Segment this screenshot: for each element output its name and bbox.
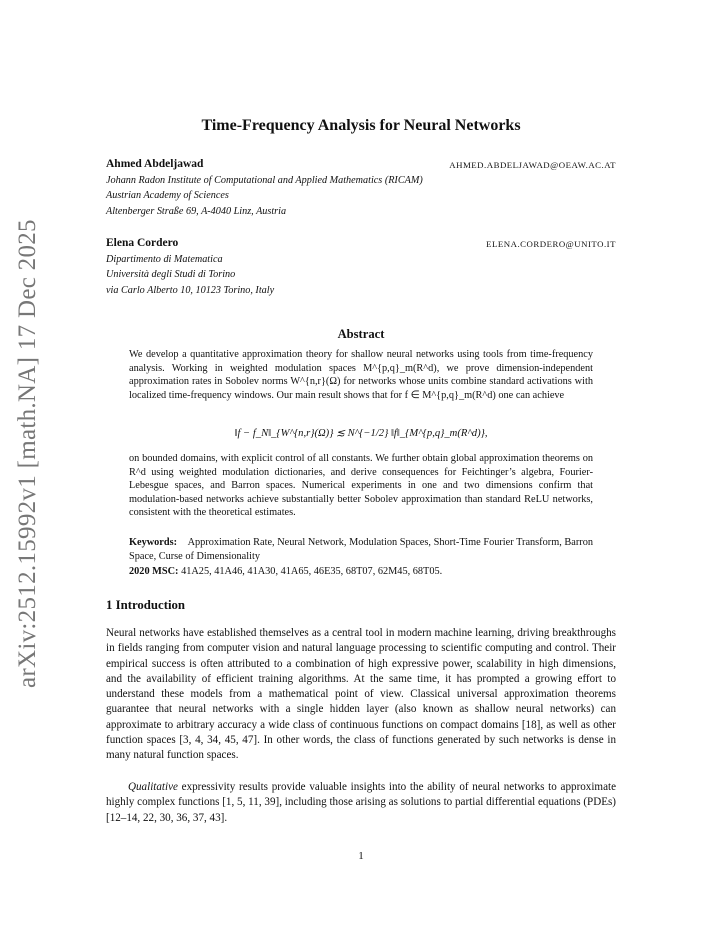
msc-line: [129, 565, 593, 579]
intro-paragraph-2-rest: expressivity results provide valuable insights into the ability of neural networks to approximate highly complex functions [1, 5, 11, 39], including those arising as solutions to partial differential equations (PDEs) [12–14, 22, 30, 36, 37, 43].: [106, 781, 616, 824]
keywords-label: Keywords:: [129, 537, 178, 548]
affiliation-line: via Carlo Alberto 10, 10123 Torino, Italy: [106, 284, 275, 296]
abstract-paragraph-1: We develop a quantitative approximation theory for shallow neural networks using tools from time-frequency analysis. Working in weighted modulation spaces M^{p,q}_m(R^d), we prove dimension-independent approximation rates in Sobolev norms W^{n,r}(Ω) for networks whose units combine standard activations with localized time-frequency windows. Our main result shows that for f ∈ M^{p,q}_m(R^d) one can achieve: [129, 349, 593, 401]
intro-paragraph-2: [106, 780, 616, 826]
msc-text: 41A25, 41A46, 41A30, 41A65, 46E35, 68T07, 62M45, 68T05.: [181, 566, 443, 577]
page-number: 1: [358, 850, 364, 862]
affiliation-line: Austrian Academy of Sciences: [106, 190, 229, 201]
author-email[interactable]: ELENA.CORDERO@UNITO.IT: [486, 239, 616, 249]
msc-label: 2020 MSC:: [129, 566, 179, 577]
abstract-heading: Abstract: [337, 327, 385, 341]
author-block-1: [106, 157, 616, 219]
author-name: Ahmed Abdeljawad: [106, 158, 204, 170]
keywords-line: [129, 536, 593, 563]
intro-paragraph-2-lead: Qualitative: [128, 781, 178, 793]
arxiv-identifier: arXiv:2512.15992v1 [math.NA] 17 Dec 2025: [14, 219, 41, 688]
keywords-text: Approximation Rate, Neural Network, Modulation Spaces, Short-Time Fourier Transform, Barron Space, Curse of Dimensionality: [129, 537, 594, 562]
intro-paragraph-1: Neural networks have established themselves as a central tool in modern machine learning, driving breakthroughs in fields ranging from computer vision and natural language processing to scientific computing and control. Their empirical success is often attributed to a combination of high expressive power, scalability in high dimensions, and the availability of efficient training algorithms. At the same time, it has prompted a growing effort to understand these models from a mathematical point of view. Classical universal approximation theorems guarantee that neural networks with a single hidden layer (also known as shallow neural networks) can approximate to arbitrary accuracy a wide class of continuous functions on compact domains [18], as well as other function spaces [3, 4, 34, 45, 47]. In other words, the class of functions generated by such networks is dense in many natural function spaces.: [106, 627, 616, 762]
author-name: Elena Cordero: [106, 237, 179, 249]
paper-title: Time-Frequency Analysis for Neural Networks: [201, 117, 521, 134]
affiliation-line: Università degli Studi di Torino: [106, 269, 236, 280]
main-equation: ‖f − f_N‖_{W^{n,r}(Ω)} ≲ N^{−1/2} ‖f‖_{M^{p,q}_m(R^d)},: [234, 428, 488, 439]
affiliation-line: Altenberger Straße 69, A-4040 Linz, Austria: [106, 205, 287, 217]
affiliation-line: Dipartimento di Matematica: [106, 253, 223, 265]
author-email[interactable]: AHMED.ABDELJAWAD@OEAW.AC.AT: [449, 160, 616, 170]
abstract-paragraph-2-text: on bounded domains, with explicit control of all constants. We further obtain global approximation theorems on R^d using weighted modulation dictionaries, and derive consequences for Feichtinger’s algebra, Fourier-Lebesgue spaces, and Barron spaces. Numerical experiments in one and two dimensions confirm that modulation-based networks achieve substantially better Sobolev approximation than standard ReLU networks, consistent with the theoretical estimates.: [129, 453, 593, 518]
author-block-2: [106, 236, 616, 298]
affiliation-line: Johann Radon Institute of Computational and Applied Mathematics (RICAM): [106, 174, 423, 186]
section-heading-introduction: 1 Introduction: [106, 598, 186, 612]
abstract-paragraph-2: [129, 452, 593, 520]
